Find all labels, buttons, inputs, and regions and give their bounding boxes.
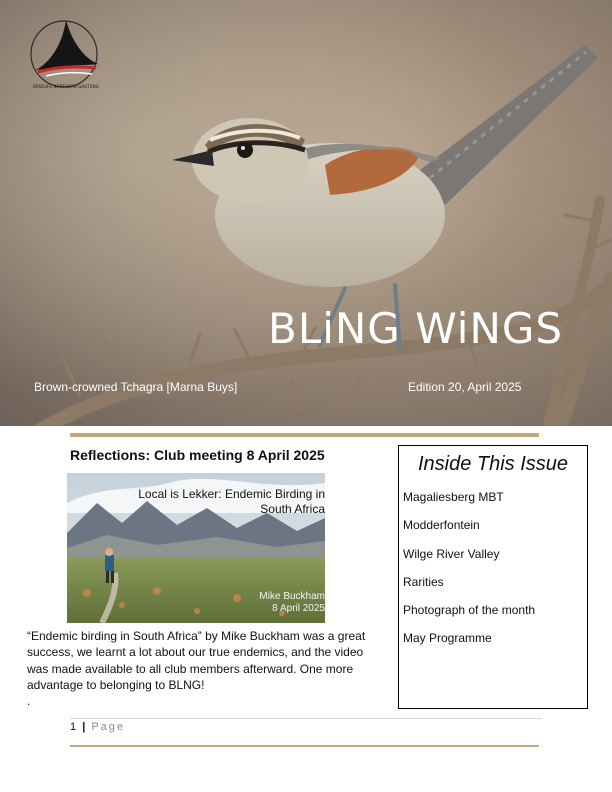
talk-photo-credit [259,591,325,615]
page-number: 1 [70,721,77,733]
article-paragraph: “Endemic birding in South Africa” by Mike Buckham was a great success, we learnt a lot about our true endemics, and the video was made available to all club members afterward. One more advantage to belonging to BLNG! [27,629,366,692]
edition-label: Edition 20, April 2025 [408,380,522,394]
cover-photo-caption: Brown-crowned Tchagra [Marna Buys] [34,380,238,394]
talk-photo [67,473,325,623]
speaker-name: Mike Buckham [259,591,325,602]
toc-item[interactable]: Magaliesberg MBT [403,490,504,504]
talk-date: 8 April 2025 [272,603,325,614]
header-divider [70,433,539,437]
page-separator: | [82,721,86,733]
inside-this-issue-box [398,445,588,709]
toc-item[interactable]: Modderfontein [403,518,480,533]
toc-list [399,490,587,660]
article-body [27,628,377,709]
newsletter-title: BLiNG WiNGS [268,304,564,353]
toc-item[interactable]: Rarities [403,574,444,589]
talk-photo-title: Local is Lekker: Endemic Birding in South Africa [138,487,325,516]
footer-gold-rule [70,745,539,747]
toc-item[interactable]: Photograph of the month [403,603,536,618]
footer-divider [70,718,542,719]
article-title: Reflections: Club meeting 8 April 2025 [70,447,325,463]
toc-title: Inside This Issue [417,453,569,475]
toc-item[interactable]: May Programme [403,631,492,646]
page-footer [70,721,125,733]
toc-item[interactable]: Wilge River Valley [403,546,500,561]
club-logo [28,16,104,94]
page-label: Page [91,721,126,733]
logo-text: BIRDLIFE NORTHERN GAUTENG [33,84,99,89]
article-trailer: . [27,694,31,709]
